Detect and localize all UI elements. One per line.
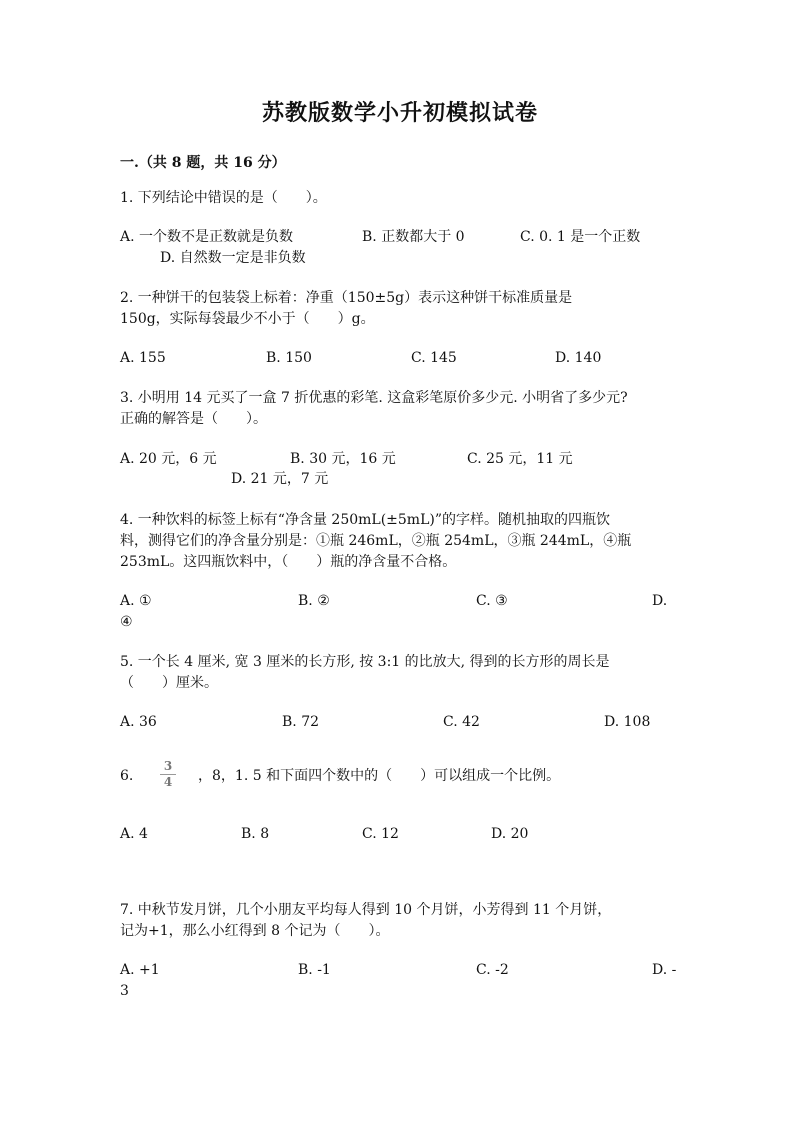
q4-line-2: 料，测得它们的净含量分别是：①瓶 246mL，②瓶 254mL，③瓶 244mL，④瓶 [120,533,632,549]
question-5-text [120,652,690,694]
q2-line-1: 2. 一种饼干的包装袋上标着：净重（150±5g）表示这种饼干标准质量是 [120,290,573,306]
q3-option-b: B. 30 元，16 元 [290,451,396,467]
q6-option-c: C. 12 [362,826,399,842]
exam-title: 苏教版数学小升初模拟试卷 [261,100,538,126]
question-7-text [120,900,690,942]
q5-line-1: 5. 一个长 4 厘米, 宽 3 厘米的长方形, 按 3:1 的比放大, 得到的长方形的周长是 [120,654,610,670]
q5-option-c: C. 42 [443,714,480,730]
q7-option-c: C. -2 [476,962,509,978]
q6-number: 6. [120,768,134,784]
q4-option-d: D. [652,593,668,609]
q4-option-c: C. ③ [476,593,508,609]
question-4-text [120,510,690,573]
q7-option-a: A. +1 [120,962,160,978]
q6-text: ，8，1. 5 和下面四个数中的（ ）可以组成一个比例。 [198,768,561,784]
q3-option-a: A. 20 元，6 元 [120,451,217,467]
q2-option-d: D. 140 [555,350,602,366]
q7-line-1: 7. 中秋节发月饼，几个小朋友平均每人得到 10 个月饼，小芳得到 11 个月饼， [120,902,612,918]
q6-option-a: A. 4 [120,826,148,842]
question-2-text [120,288,690,330]
q6-option-d: D. 20 [491,826,529,842]
q2-option-b: B. 150 [266,350,312,366]
q2-option-c: C. 145 [411,350,457,366]
q7-line-2: 记为+1，那么小红得到 8 个记为（ ）。 [120,923,390,939]
fraction-denominator: 4 [163,775,173,789]
q4-option-b: B. ② [298,593,330,609]
q1-option-a: A. 一个数不是正数就是负数 [120,229,294,245]
question-3-text [120,388,690,430]
q3-line-1: 3. 小明用 14 元买了一盒 7 折优惠的彩笔. 这盒彩笔原价多少元. 小明省了多少元? [120,390,628,406]
q4-line-1: 4. 一种饮料的标签上标有“净含量 250mL(±5mL)”的字样。随机抽取的四瓶饮 [120,512,610,528]
q2-line-2: 150g，实际每袋最少不小于（ ）g。 [120,311,375,327]
q5-option-d: D. 108 [604,714,651,730]
q1-option-c: C. 0. 1 是一个正数 [520,229,641,245]
q7-option-d: D. - [652,962,677,978]
q5-option-b: B. 72 [282,714,320,730]
q7-option-b: B. -1 [298,962,331,978]
q4-option-a: A. ① [120,593,152,609]
q3-line-2: 正确的解答是（ ）。 [120,411,267,427]
q3-option-d: D. 21 元，7 元 [231,471,329,487]
q7-option-d-wrap: 3 [120,983,129,999]
q1-option-b: B. 正数都大于 0 [362,229,465,245]
q5-line-2: （ ）厘米。 [120,675,218,691]
question-1-text: 1. 下列结论中错误的是（ ）。 [120,190,327,206]
q4-option-d-wrap: ④ [120,614,133,630]
q6-option-b: B. 8 [241,826,270,842]
q1-option-d: D. 自然数一定是非负数 [160,250,306,266]
q5-option-a: A. 36 [120,714,157,730]
q3-option-c: C. 25 元，11 元 [467,451,573,467]
fraction-numerator: 3 [163,759,173,773]
q2-option-a: A. 155 [120,350,166,366]
q4-line-3: 253mL。这四瓶饮料中，（ ）瓶的净含量不合格。 [120,554,457,570]
section-heading: 一.（共 8 题，共 16 分） [120,155,286,171]
q6-fraction-image [160,760,176,789]
